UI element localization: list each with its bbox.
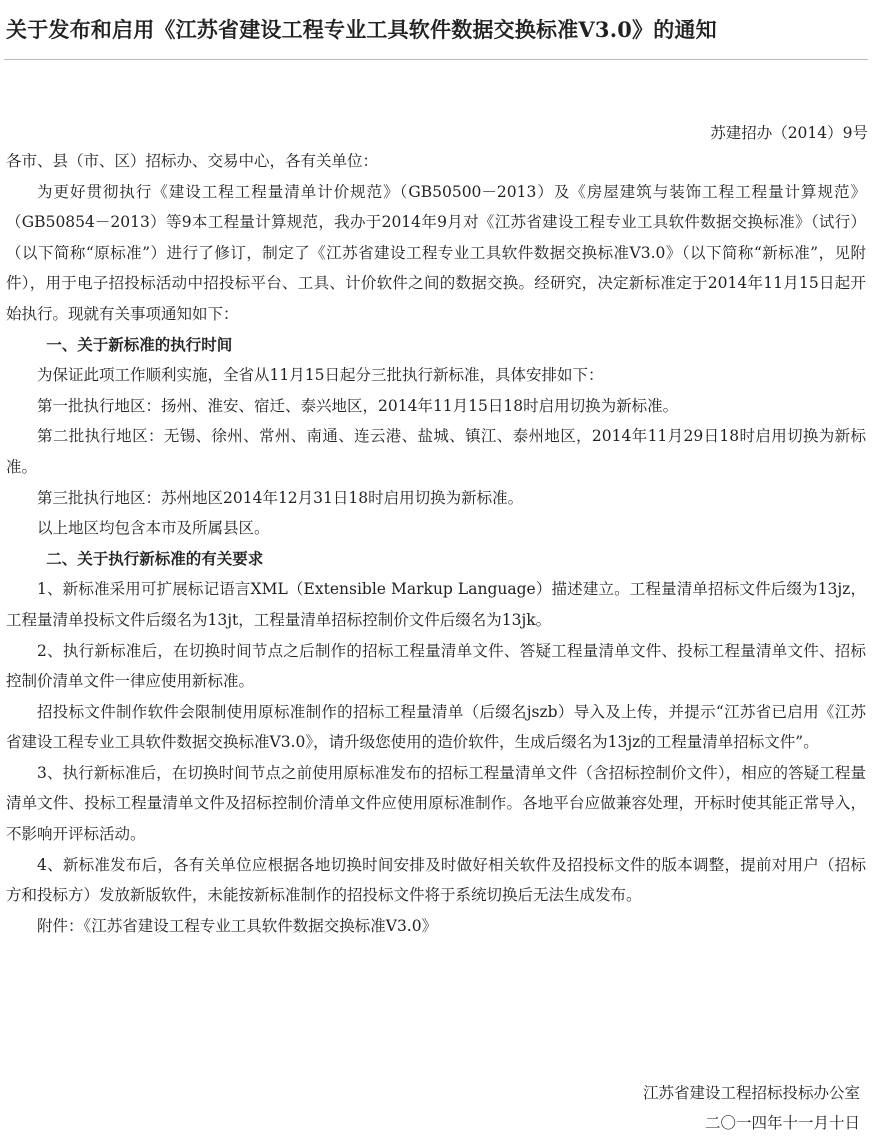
requirement-4: 4、新标准发布后，各有关单位应根据各地切换时间安排及时做好相关软件及招投标文件的版本调整，提前对用户（招标方和投标方）发放新版软件，未能按新标准制作的招投标文件将于系统切换后无法生成发布。 [6,855,866,905]
batch-1-paragraph: 第一批执行地区：扬州、淮安、宿迁、泰兴地区，2014年11月15日18时启用切换为新标准。 [37,396,679,415]
attachment-line: 附件：《江苏省建设工程专业工具软件数据交换标准V3.0》 [37,916,438,935]
requirement-3: 3、执行新标准后，在切换时间节点之前使用原标准发布的招标工程量清单文件（含招标控制价文件），相应的答疑工程量清单文件、投标工程量清单文件及招标控制价清单文件应使用原标准制作。各地平台应做兼容处理，开标时使其能正常导入，不影响开评标活动。 [6,763,866,844]
section-heading-1: 一、关于新标准的执行时间 [46,334,233,354]
requirement-2: 2、执行新标准后，在切换时间节点之后制作的招标工程量清单文件、答疑工程量清单文件、投标工程量清单文件、招标控制价清单文件一律应使用新标准。 [6,641,866,691]
issuer-name: 江苏省建设工程招标投标办公室 [642,1084,860,1102]
notice-body [6,146,866,941]
batch-3-paragraph: 第三批执行地区：苏州地区2014年12月31日18时启用切换为新标准。 [37,488,524,507]
requirement-1: 1、新标准采用可扩展标记语言XML（Extensible Markup Language）描述建立。工程量清单招标文件后缀为13jz，工程量清单投标文件后缀名为13jt，工程量清单招标控制价文件后缀名为13jk。 [6,580,866,629]
section-heading-2: 二、关于执行新标准的有关要求 [46,548,264,568]
requirement-2-note: 招投标文件制作软件会限制使用原标准制作的招标工程量清单（后缀名jszb）导入及上传，并提示“江苏省已启用《江苏省建设工程专业工具软件数据交换标准V3.0》，请升级您使用的造价软件，生成后缀名为13jz的工程量清单招标文件”。 [6,702,866,752]
document-number: 苏建招办（2014）9号 [710,124,868,142]
title-divider [4,59,868,60]
intro-paragraph: 为更好贯彻执行《建设工程工程量清单计价规范》（GB50500－2013）及《房屋建筑与装饰工程工程量计算规范》（GB50854－2013）等9本工程量计算规范，我办于2014年9月对《江苏省建设工程专业工具软件数据交换标准》（试行）（以下简称“原标准”）进行了修订，制定了《江苏省建设工程专业工具软件数据交换标准V3.0》（以下简称“新标准”，见附件），用于电子招投标活动中招投标平台、工具、计价软件之间的数据交换。经研究，决定新标准定于2014年11月15日起开始执行。现就有关事项通知如下： [6,182,866,323]
scope-note: 以上地区均包含本市及所属县区。 [37,519,270,538]
section1-intro: 为保证此项工作顺利实施，全省从11月15日起分三批执行新标准，具体安排如下： [37,366,604,385]
salutation: 各市、县（市、区）招标办、交易中心，各有关单位： [6,152,379,170]
issue-date: 二〇一四年十一月十日 [704,1114,860,1132]
batch-2-paragraph: 第二批执行地区：无锡、徐州、常州、南通、连云港、盐城、镇江、泰州地区，2014年11月29日18时启用切换为新标准。 [6,427,866,476]
page-title: 关于发布和启用《江苏省建设工程专业工具软件数据交换标准V3.0》的通知 [6,17,717,42]
signature-block [643,1078,860,1138]
